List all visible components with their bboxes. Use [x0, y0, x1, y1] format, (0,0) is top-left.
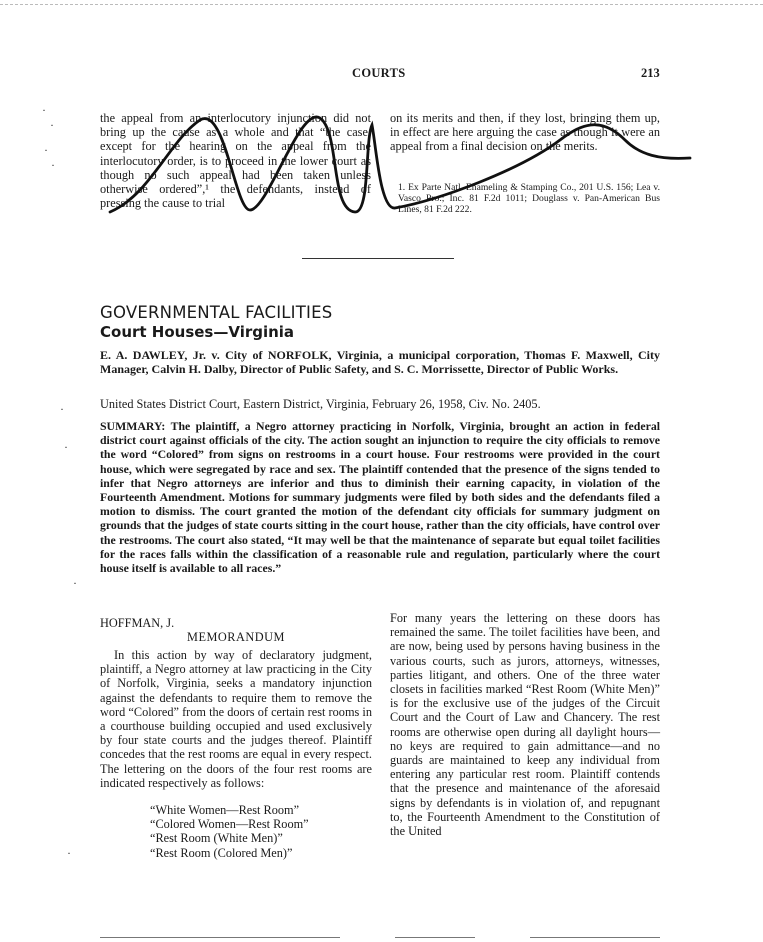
- court-line: United States District Court, Eastern District, Virginia, February 26, 1958, Civ. No. 2405.: [100, 397, 541, 411]
- sign-item: “Colored Women—Rest Room”: [150, 817, 309, 832]
- sign-list: [150, 803, 309, 860]
- summary-label: SUMMARY:: [100, 419, 166, 433]
- section-divider: [302, 258, 454, 259]
- opinion-right-column: [390, 611, 660, 838]
- judge-name: HOFFMAN, J.: [100, 616, 175, 630]
- margin-mark: ·: [51, 158, 55, 172]
- sign-item: “White Women—Rest Room”: [150, 803, 300, 817]
- margin-mark: ·: [44, 143, 48, 157]
- margin-mark: ·: [67, 846, 71, 860]
- prev-case-right-text: on its merits and then, if they lost, bringing them up, in effect are here arguing the case as though it were an appeal from a final decision on the merits.: [390, 111, 660, 154]
- prev-case-left-text: the appeal from an interlocutory injunction did not bring up the cause as a whole and that “the case, except for the hearing on the appeal from the interlocutory order, is to proceed in the lower court as though no such appeal had been taken unless otherwise ordered”,¹ the defendants, instead of pressing the cause to trial: [100, 111, 371, 211]
- sign-item: “Rest Room (White Men)”: [150, 831, 283, 846]
- margin-mark: ·: [60, 402, 64, 416]
- pen-scribble-mark: [0, 100, 763, 230]
- footnote-number: 1.: [398, 182, 406, 193]
- opinion-left-column: [100, 648, 372, 790]
- running-head: COURTS: [352, 66, 406, 80]
- margin-mark: ·: [64, 440, 68, 454]
- opinion-left-paragraph: In this action by way of declaratory judgment, plaintiff, a Negro attorney at law practicing in the City of Norfolk, Virginia, seeks a mandatory injunction against the defendants to require them to remove the word “Colored” from the doors of certain rest rooms in a courthouse building occupied and used exclusively by four state courts and the judges thereof. Plaintiff concedes that the rest rooms are equal in every respect. The lettering on the doors of the four rest rooms are indicated respectively as follows:: [100, 648, 372, 790]
- section-title: GOVERNMENTAL FACILITIES: [100, 303, 333, 322]
- opinion-right-paragraph: For many years the lettering on these doors has remained the same. The toilet facilities have been, and are now, being used by persons having business in the various courts, such as jurors, attorneys, witnesses, parties litigant, and others. One of the three water closets in facilities marked “Rest Room (White Men)” is for the exclusive use of the judges of the Circuit Court and the Court of Law and Chancery. The rest rooms are otherwise open during all daylight hours—no keys are required to gain admittance—and no guards are maintained to keep any individual from entering any particular rest room. Plaintiff contends that the presence and maintenance of the aforesaid signs by defendants is in violation of, and repugnant to, the Fourteenth Amendment to the Constitution of the United: [390, 611, 660, 839]
- margin-mark: ·: [73, 576, 77, 590]
- memorandum-title: MEMORANDUM: [187, 630, 285, 644]
- margin-mark: ·: [50, 118, 54, 132]
- case-summary: [100, 419, 660, 575]
- scan-bottom-edge: [100, 937, 340, 938]
- footnote-text: Ex Parte Natl. Enameling & Stamping Co., 201 U.S. 156; Lea v. Vasco Pro.; Inc. 81 F.2d 1011; Douglass v. Pan-American Bus Lines, 81 F.2d 222.: [398, 182, 660, 215]
- summary-text: The plaintiff, a Negro attorney practicing in Norfolk, Virginia, brought an action in federal district court against officials of the city. The action sought an injunction to require the city officials to remove the word “Colored” from signs on restrooms in a court house. Four restrooms were provided in the court house, which were segregated by race and sex. The plaintiff contended that the presence of the signs tended to infer that Negro attorneys are inferior and thus to diminish their earning capacity, in violation of the Fourteenth Amendment. Motions for summary judgments were filed by both sides and the defendants filed a motion to dismiss. The court granted the motion of the defendant city officials for summary judgment on grounds that the judges of state courts sitting in the court house, rather than the city officials, have control over the restrooms. The court also stated, “It may well be that the maintenance of separate but equal toilet facilities for the races falls within the classification of a reasonable rule and regulation, particularly where the court house itself is available to all races.”: [100, 419, 660, 576]
- case-caption: E. A. DAWLEY, Jr. v. City of NORFOLK, Virginia, a municipal corporation, Thomas F. Maxwell, City Manager, Calvin H. Dalby, Director of Public Safety, and S. C. Morrissette, Director of Public Works.: [100, 348, 660, 377]
- sign-item: “Rest Room (Colored Men)”: [150, 845, 293, 860]
- section-subtitle: Court Houses—Virginia: [100, 323, 295, 341]
- scan-bottom-edge: [530, 937, 660, 938]
- scan-bottom-edge: [395, 937, 475, 938]
- margin-mark: ·: [42, 103, 46, 117]
- scan-top-edge: [0, 4, 763, 5]
- page-number: 213: [641, 66, 660, 80]
